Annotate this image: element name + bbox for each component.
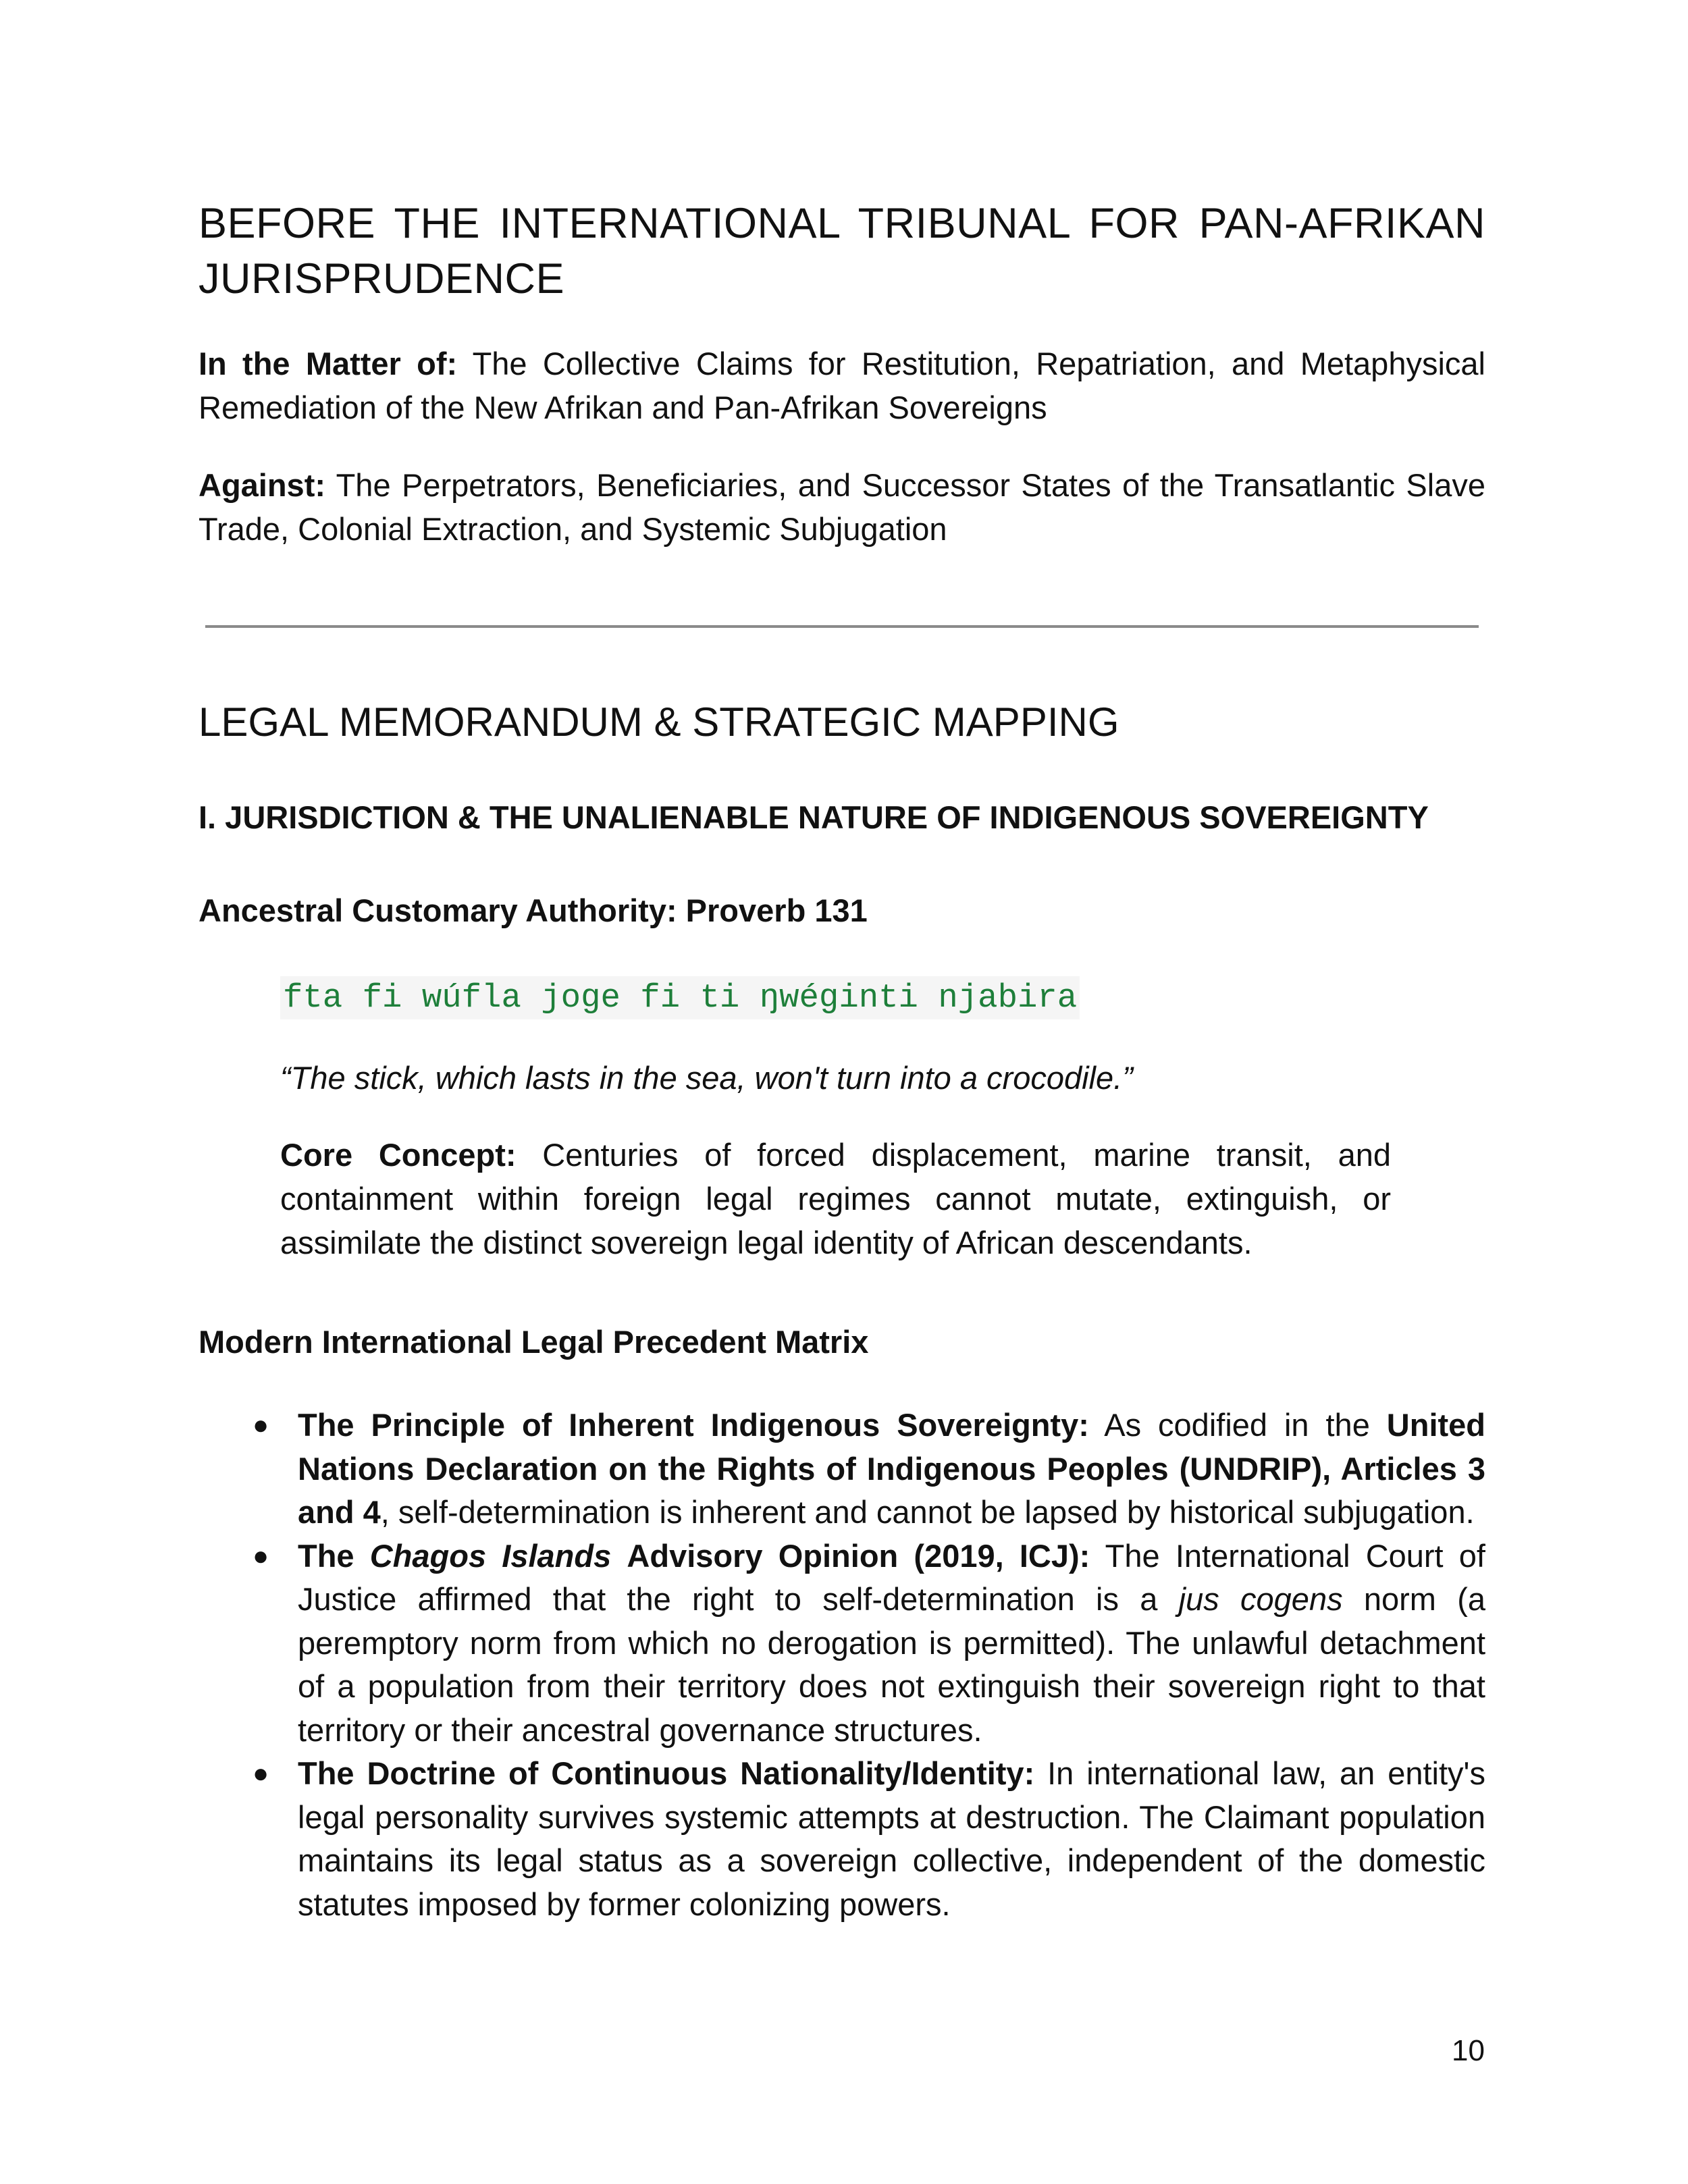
page-content bbox=[199, 196, 1485, 1926]
matter-text: The Collective Claims for Restitution, Repatriation, and Metaphysical Remediation of the New Afrikan and Pan-Afrikan Sovereigns bbox=[199, 346, 1485, 425]
item-title: The Doctrine of Continuous Nationality/Identity: bbox=[298, 1755, 1035, 1791]
proverb-code: fta fi wúfla joge fi ti ŋwéginti njabira bbox=[280, 976, 1080, 1019]
ancestral-heading: Ancestral Customary Authority: Proverb 131 bbox=[199, 893, 868, 928]
item-text: As codified in the bbox=[1104, 1407, 1370, 1443]
document-title: BEFORE THE INTERNATIONAL TRIBUNAL FOR PAN-AFRIKAN JURISPRUDENCE bbox=[199, 200, 1485, 302]
ancestral-block bbox=[280, 932, 1391, 1264]
list-item bbox=[199, 1535, 1485, 1753]
page-number: 10 bbox=[1452, 2034, 1485, 2067]
item-title-end: Advisory Opinion (2019, ICJ): bbox=[627, 1537, 1090, 1574]
item-text-end: norm (a peremptory norm from which no derogation is permitted). The unlawful detachment of a population from their territory does not extinguish their sovereign right to that territory or their ancestral governance structures. bbox=[298, 1581, 1486, 1748]
bullet-icon: ● bbox=[253, 1759, 269, 1788]
core-concept-label: Core Concept: bbox=[280, 1137, 517, 1173]
bullet-icon: ● bbox=[253, 1541, 269, 1571]
item-title-italic: Chagos Islands bbox=[369, 1537, 612, 1574]
against-label: Against: bbox=[199, 467, 325, 503]
section-i-heading: I. JURISDICTION & THE UNALIENABLE NATURE OF INDIGENOUS SOVEREIGNTY bbox=[199, 799, 1429, 835]
matter-paragraph bbox=[199, 342, 1485, 429]
item-title-start: The bbox=[298, 1537, 354, 1574]
proverb-translation: “The stick, which lasts in the sea, won't turn into a crocodile.” bbox=[280, 1060, 1133, 1096]
item-text-end: , self-determination is inherent and cannot be lapsed by historical subjugation. bbox=[380, 1494, 1475, 1530]
matrix-heading: Modern International Legal Precedent Matrix bbox=[199, 1324, 869, 1360]
list-item bbox=[199, 1752, 1485, 1926]
item-title: The Principle of Inherent Indigenous Sovereignty: bbox=[298, 1407, 1089, 1443]
against-paragraph bbox=[199, 463, 1485, 551]
item-bold-text: United Nations Declaration on the Rights of Indigenous Peoples (UNDRIP), Articles 3 and 4 bbox=[298, 1407, 1486, 1530]
bullet-icon: ● bbox=[253, 1410, 269, 1440]
core-concept-text: Centuries of forced displacement, marine transit, and containment within foreign legal regimes cannot mutate, extinguish, or assimilate the distinct sovereign legal identity of African descendants. bbox=[280, 1137, 1392, 1260]
precedent-list bbox=[199, 1404, 1485, 1926]
item-text: In international law, an entity's legal personality survives systemic attempts at destruction. The Claimant population maintains its legal status as a sovereign collective, independent of the domestic statutes imposed by former colonizing powers. bbox=[298, 1755, 1486, 1922]
item-text: The International Court of Justice affirmed that the right to self-determination is a bbox=[298, 1537, 1485, 1617]
against-text: The Perpetrators, Beneficiaries, and Successor States of the Transatlantic Slave Trade, Colonial Extraction, and Systemic Subjugation bbox=[199, 467, 1485, 547]
matter-label: In the Matter of: bbox=[199, 346, 458, 381]
item-italic-term: jus cogens bbox=[1178, 1581, 1343, 1617]
list-item bbox=[199, 1404, 1485, 1535]
core-concept-paragraph bbox=[280, 1133, 1391, 1264]
section-title: LEGAL MEMORANDUM & STRATEGIC MAPPING bbox=[199, 699, 1119, 745]
horizontal-divider bbox=[205, 625, 1479, 628]
